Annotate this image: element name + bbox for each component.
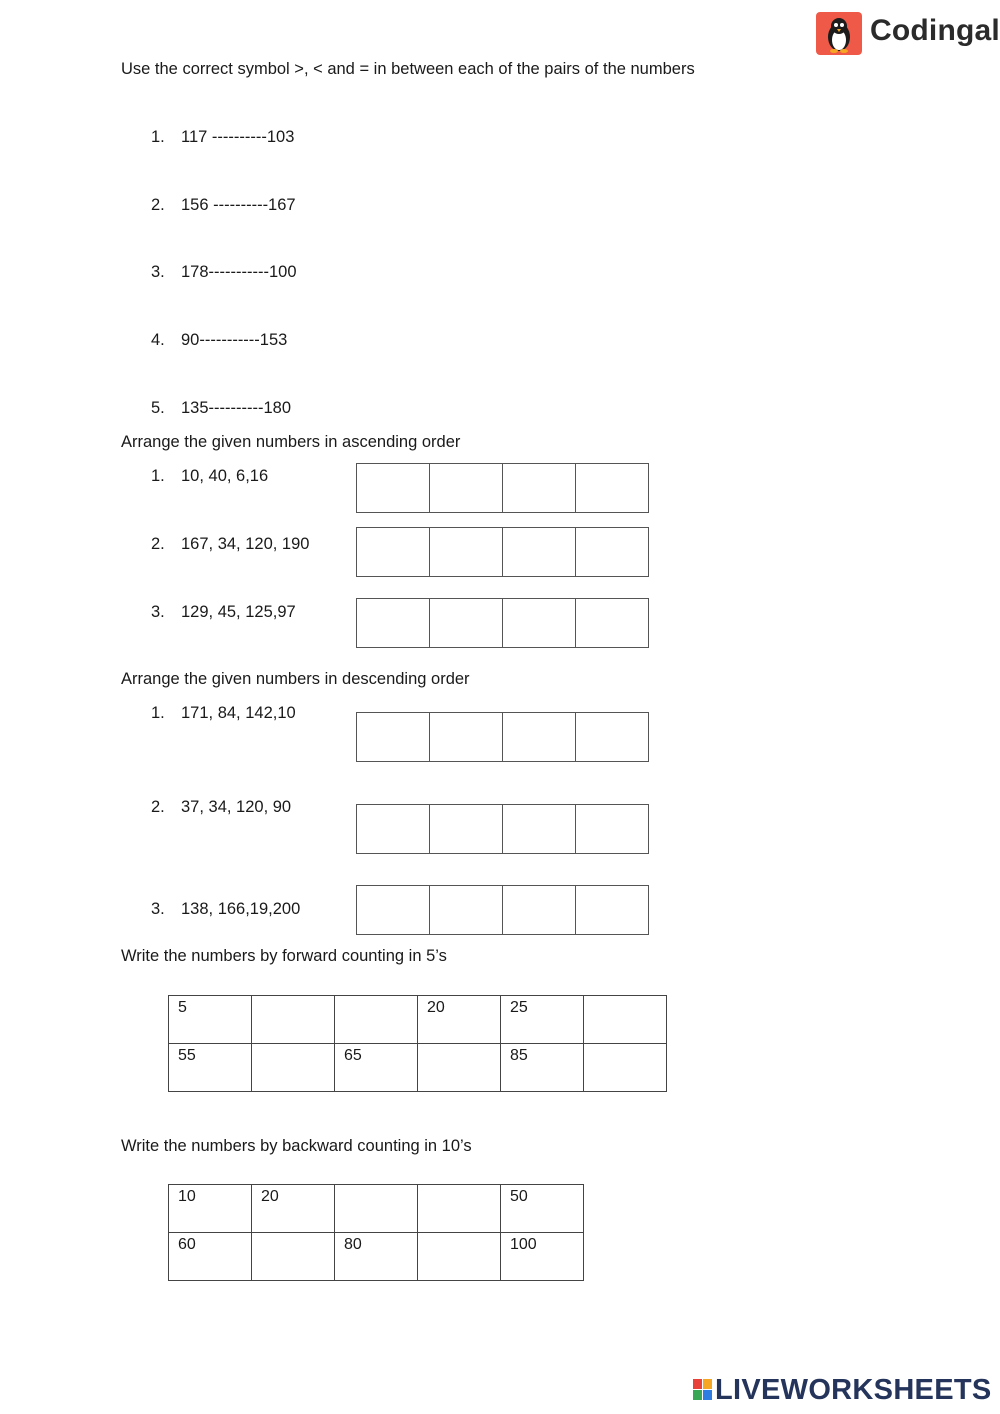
item-number: 2. [151, 535, 165, 553]
answer-box[interactable] [503, 464, 576, 513]
answer-box[interactable] [503, 805, 576, 854]
answer-box[interactable] [503, 713, 576, 762]
grid-cell[interactable] [252, 996, 335, 1044]
section4-heading: Write the numbers by forward counting in 5’s [121, 947, 447, 965]
answer-box[interactable] [357, 464, 430, 513]
section2-heading: Arrange the given numbers in ascending order [121, 433, 461, 451]
penguin-icon [816, 12, 862, 55]
backward-counting-grid [168, 1184, 584, 1281]
item-text: 135----------180 [181, 399, 292, 417]
item-number: 5. [151, 399, 165, 417]
grid-cell: 65 [335, 1044, 418, 1092]
answer-box[interactable] [503, 886, 576, 935]
answer-box[interactable] [357, 599, 430, 648]
section3-heading: Arrange the given numbers in descending order [121, 670, 470, 688]
answer-box[interactable] [357, 805, 430, 854]
answer-box[interactable] [357, 713, 430, 762]
answer-boxes [356, 885, 649, 935]
list-item [0, 535, 350, 557]
grid-cell[interactable] [252, 1233, 335, 1281]
answer-boxes [356, 804, 649, 854]
item-number: 1. [151, 128, 165, 146]
list-item [0, 399, 1000, 421]
grid-cell[interactable] [584, 996, 667, 1044]
answer-boxes [356, 598, 649, 648]
item-number: 2. [151, 798, 165, 816]
grid-cell[interactable] [335, 996, 418, 1044]
section1-heading: Use the correct symbol >, < and = in between each of the pairs of the numbers [121, 60, 695, 78]
answer-box[interactable] [357, 528, 430, 577]
list-item [0, 798, 350, 820]
answer-box[interactable] [430, 713, 503, 762]
grid-cell: 100 [501, 1233, 584, 1281]
liveworksheets-icon [693, 1379, 713, 1401]
item-number: 3. [151, 603, 165, 621]
item-number: 3. [151, 900, 165, 918]
answer-box[interactable] [576, 464, 649, 513]
grid-cell[interactable] [335, 1185, 418, 1233]
answer-box[interactable] [430, 464, 503, 513]
codingal-logo [816, 12, 1000, 56]
item-text: 90-----------153 [181, 331, 288, 349]
answer-box[interactable] [576, 528, 649, 577]
grid-cell: 25 [501, 996, 584, 1044]
item-text: 10, 40, 6,16 [181, 467, 269, 485]
grid-cell: 10 [169, 1185, 252, 1233]
item-text: 171, 84, 142,10 [181, 704, 296, 722]
item-text: 129, 45, 125,97 [181, 603, 296, 621]
item-text: 117 ----------103 [181, 128, 295, 146]
brand-name: Codingal [870, 14, 1000, 47]
answer-box[interactable] [576, 886, 649, 935]
list-item [0, 331, 1000, 353]
grid-cell[interactable] [418, 1233, 501, 1281]
answer-box[interactable] [503, 528, 576, 577]
answer-box[interactable] [430, 599, 503, 648]
answer-box[interactable] [430, 805, 503, 854]
answer-boxes [356, 527, 649, 577]
section5-heading: Write the numbers by backward counting in 10’s [121, 1137, 472, 1155]
answer-box[interactable] [576, 713, 649, 762]
answer-box[interactable] [576, 805, 649, 854]
liveworksheets-wordmark: LIVEWORKSHEETS [715, 1374, 992, 1406]
grid-cell: 80 [335, 1233, 418, 1281]
grid-cell: 60 [169, 1233, 252, 1281]
answer-box[interactable] [430, 528, 503, 577]
answer-boxes [356, 463, 649, 513]
grid-cell: 20 [252, 1185, 335, 1233]
grid-cell[interactable] [418, 1185, 501, 1233]
item-number: 4. [151, 331, 165, 349]
grid-cell: 50 [501, 1185, 584, 1233]
item-number: 1. [151, 704, 165, 722]
item-text: 156 ----------167 [181, 196, 296, 214]
answer-box[interactable] [576, 599, 649, 648]
liveworksheets-logo [693, 1376, 991, 1406]
grid-cell: 20 [418, 996, 501, 1044]
grid-cell: 55 [169, 1044, 252, 1092]
grid-cell[interactable] [584, 1044, 667, 1092]
list-item [0, 603, 350, 625]
grid-cell: 5 [169, 996, 252, 1044]
item-number: 3. [151, 263, 165, 281]
answer-box[interactable] [357, 886, 430, 935]
item-text: 138, 166,19,200 [181, 900, 301, 918]
list-item [0, 704, 350, 726]
answer-box[interactable] [503, 599, 576, 648]
list-item [0, 196, 1000, 218]
item-text: 37, 34, 120, 90 [181, 798, 292, 816]
grid-cell[interactable] [252, 1044, 335, 1092]
item-text: 178-----------100 [181, 263, 297, 281]
item-number: 1. [151, 467, 165, 485]
item-text: 167, 34, 120, 190 [181, 535, 310, 553]
answer-boxes [356, 712, 649, 762]
list-item [0, 263, 1000, 285]
grid-cell[interactable] [418, 1044, 501, 1092]
forward-counting-grid [168, 995, 667, 1092]
item-number: 2. [151, 196, 165, 214]
list-item [0, 467, 350, 489]
list-item [0, 900, 350, 922]
answer-box[interactable] [430, 886, 503, 935]
grid-cell: 85 [501, 1044, 584, 1092]
list-item [0, 128, 1000, 150]
